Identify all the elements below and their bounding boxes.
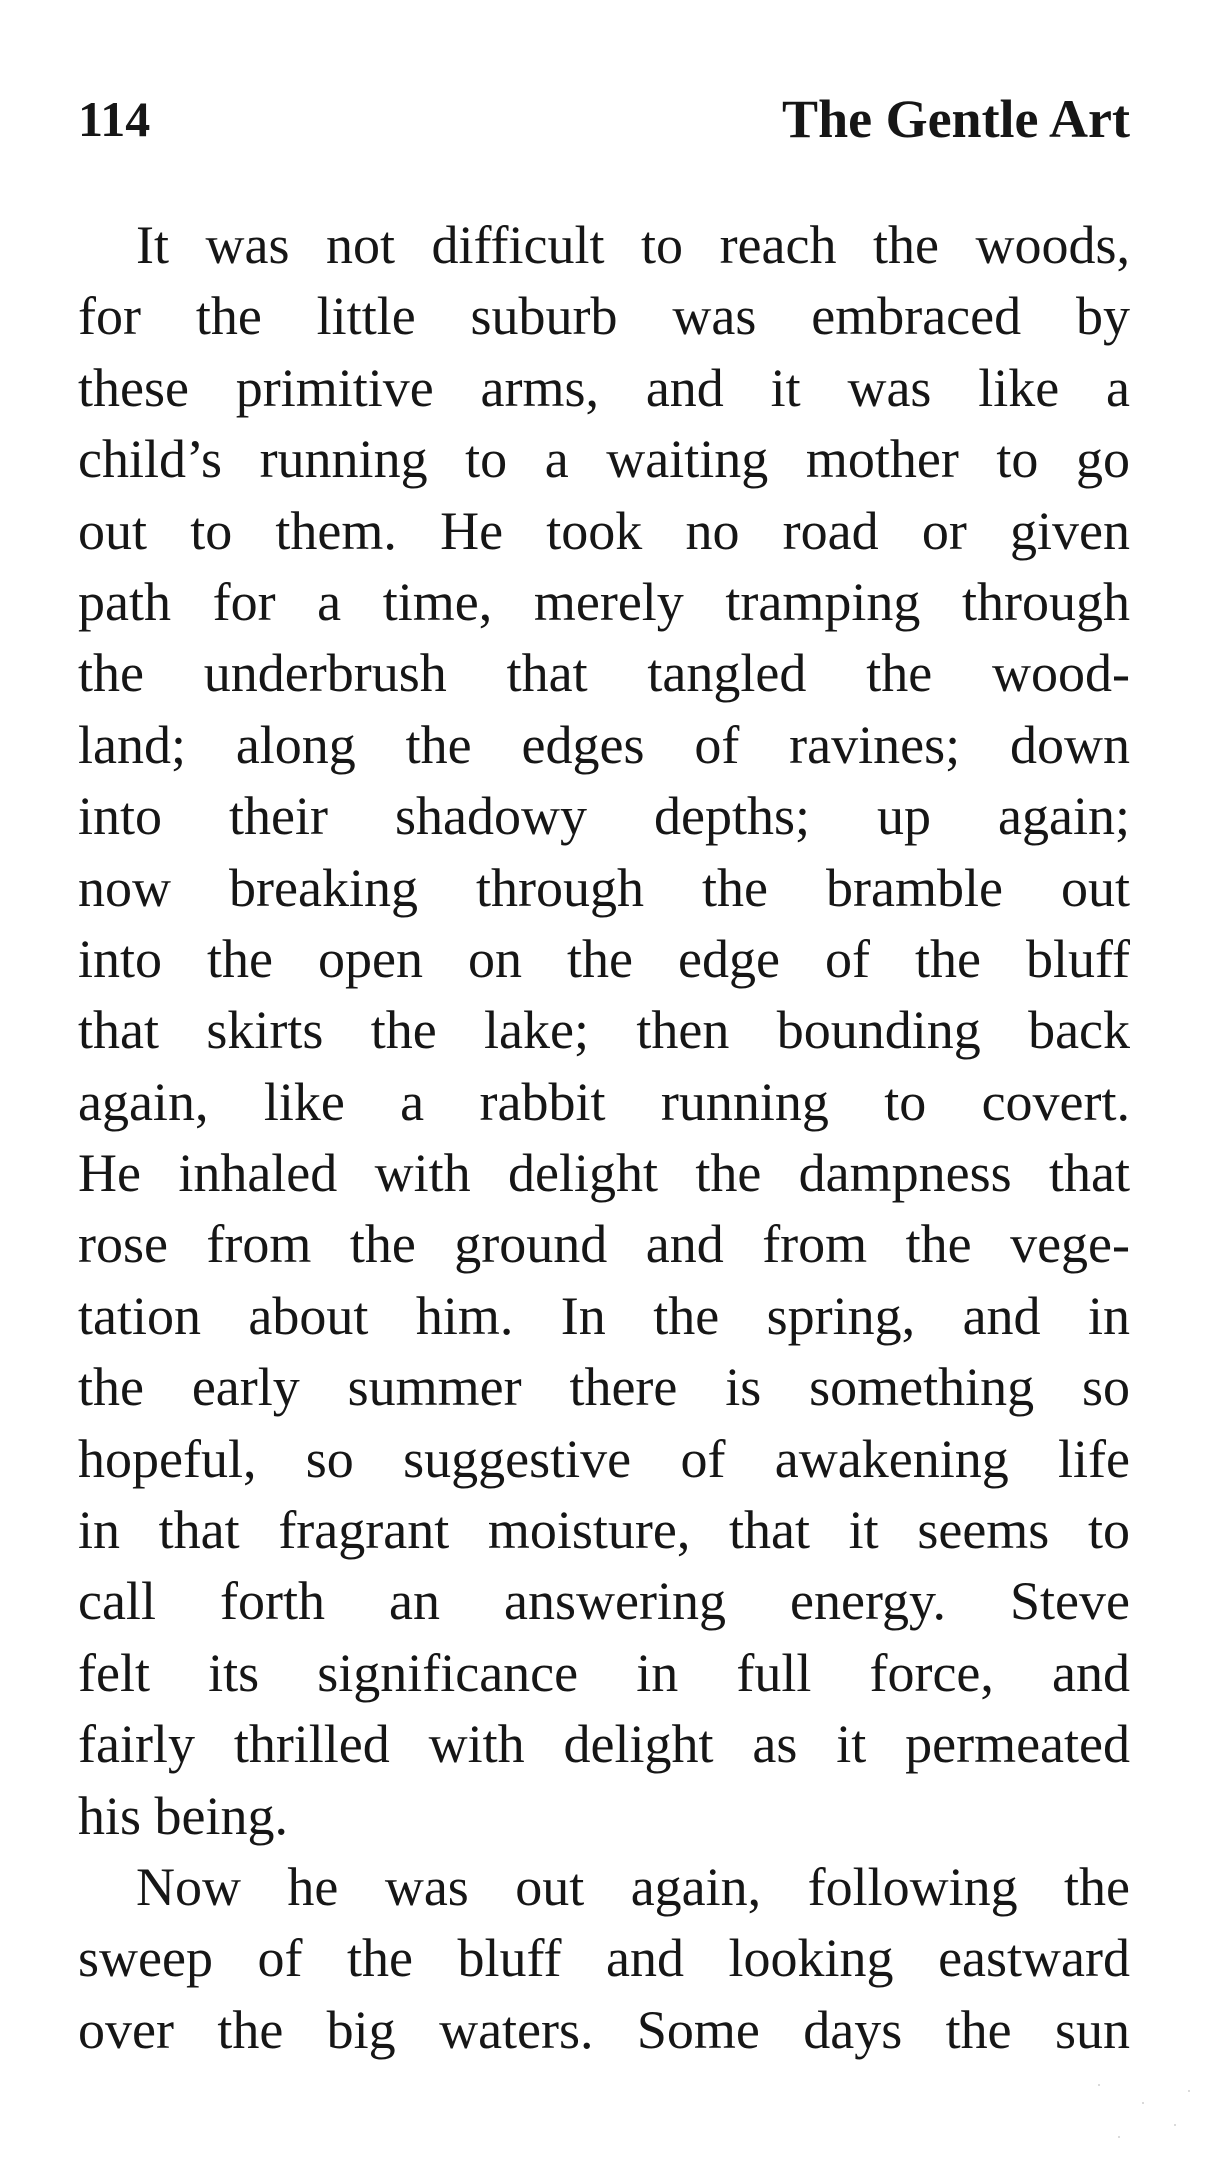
text-line: call forth an answering energy. Steve [78,1571,1130,1632]
text-line: land; along the edges of ravines; down [78,714,1130,775]
text-line: tation about him. In the spring, and in [78,1285,1130,1346]
text-line: out to them. He took no road or given [78,500,1130,561]
paragraph-1 [78,210,1130,1852]
text-line: rose from the ground and from the vege- [78,1214,1130,1275]
text-line: into their shadowy depths; up again; [78,786,1130,847]
text-line: again, like a rabbit running to covert. [78,1071,1130,1132]
text-line: fairly thrilled with delight as it permeated [78,1714,1130,1775]
text-line: child’s running to a waiting mother to go [78,429,1130,490]
paper-specks [1078,2074,1198,2154]
page-number: 114 [78,91,151,147]
text-line: now breaking through the bramble out [78,857,1130,918]
text-line: into the open on the edge of the bluff [78,928,1130,989]
text-line: the early summer there is something so [78,1357,1130,1418]
text-line: for the little suburb was embraced by [78,286,1130,347]
text-line: He inhaled with delight the dampness that [78,1143,1130,1204]
text-line: It was not difficult to reach the woods, [136,215,1130,275]
text-line: felt its significance in full force, and [78,1642,1130,1703]
text-line: hopeful, so suggestive of awakening life [78,1428,1130,1489]
running-title: The Gentle Art [782,89,1130,149]
running-head [78,84,1130,154]
body-text [78,210,1130,2066]
text-line: his being. [78,1785,288,1846]
text-line: that skirts the lake; then bounding back [78,1000,1130,1061]
text-line: sweep of the bluff and looking eastward [78,1928,1130,1989]
paragraph-2 [78,1852,1130,2066]
text-line: in that fragrant moisture, that it seems to [78,1500,1130,1561]
text-line: Now he was out again, following the [136,1856,1130,1917]
text-line: path for a time, merely tramping through [78,571,1130,632]
text-line: over the big waters. Some days the sun [78,1999,1130,2060]
text-line: the underbrush that tangled the wood- [78,643,1130,704]
text-line: these primitive arms, and it was like a [78,357,1130,418]
